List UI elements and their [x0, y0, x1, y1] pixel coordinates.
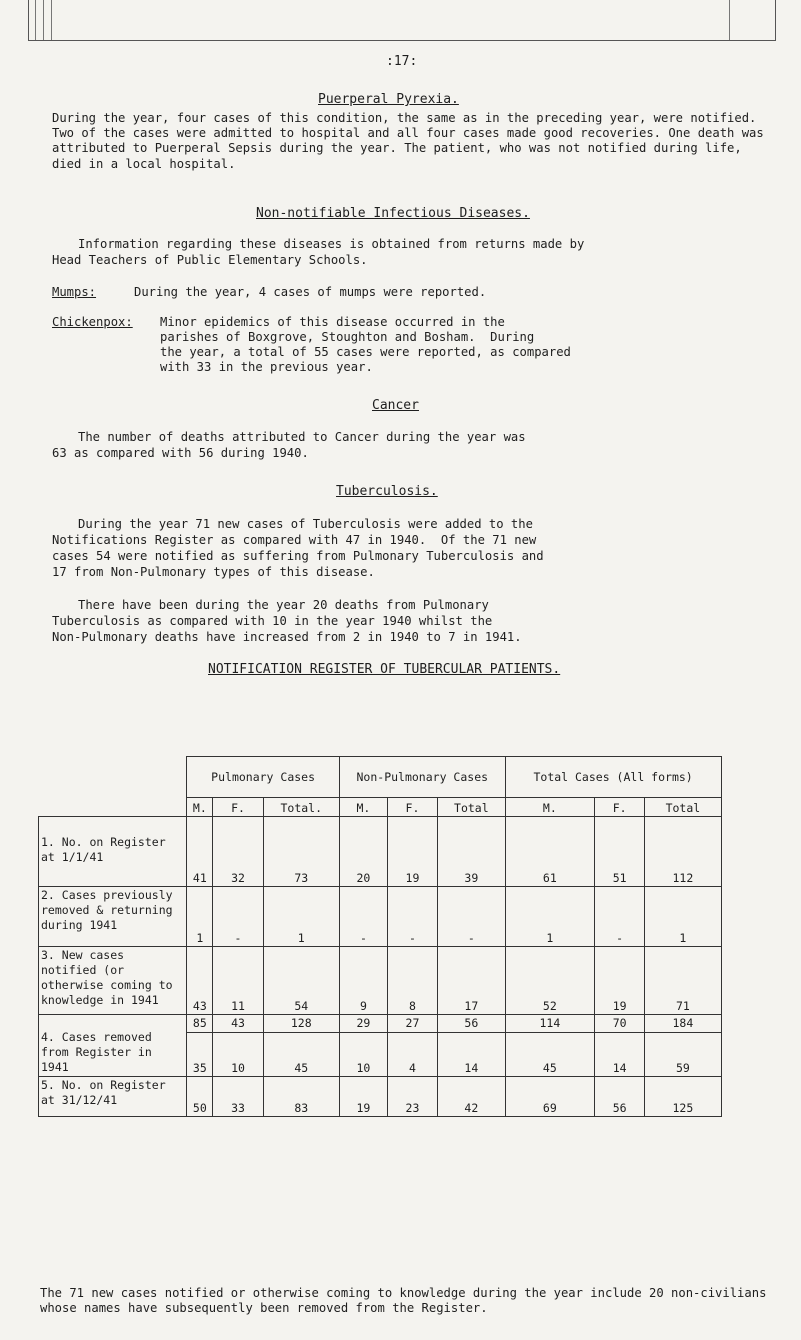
- table-cell: 39: [438, 817, 506, 887]
- chickenpox-line-1: Minor epidemics of this disease occurred in the: [160, 315, 505, 329]
- register-title: NOTIFICATION REGISTER OF TUBERCULAR PATIENTS.: [208, 662, 561, 677]
- group-non-pulmonary: Non-Pulmonary Cases: [339, 757, 505, 798]
- row-label: 1. No. on Register at 1/1/41: [39, 817, 187, 887]
- table-cell: 9: [339, 947, 387, 1015]
- group-total: Total Cases (All forms): [505, 757, 721, 798]
- table-cell: 32: [213, 817, 263, 887]
- table-cell: 23: [387, 1077, 437, 1117]
- row-label: 2. Cases previously removed & returning during 1941: [39, 887, 187, 947]
- col-header: M.: [187, 798, 213, 817]
- table-cell: 42: [438, 1077, 506, 1117]
- table-cell: 1: [263, 887, 339, 947]
- non-notifiable-intro-2: Head Teachers of Public Elementary Schools.: [52, 253, 368, 267]
- table-cell: 125: [645, 1077, 721, 1117]
- table-group-header-row: [39, 757, 757, 798]
- col-header: Total.: [263, 798, 339, 817]
- table-cell: 69: [505, 1077, 594, 1117]
- non-notifiable-heading: Non-notifiable Infectious Diseases.: [256, 206, 530, 221]
- table-cell: 43: [213, 1015, 263, 1033]
- col-header: F.: [213, 798, 263, 817]
- table-cell: 45: [505, 1033, 594, 1077]
- table-cell: -: [213, 887, 263, 947]
- table-row: [39, 947, 757, 1015]
- tuberculosis-heading: Tuberculosis.: [336, 484, 438, 499]
- chickenpox-line-2: parishes of Boxgrove, Stoughton and Bosham. During: [160, 330, 535, 344]
- table-cell: 1: [645, 887, 721, 947]
- table-row: [39, 887, 757, 947]
- mumps-text: During the year, 4 cases of mumps were reported.: [134, 285, 487, 299]
- table-cell: 19: [339, 1077, 387, 1117]
- table-cell: 83: [263, 1077, 339, 1117]
- table-cell: -: [387, 887, 437, 947]
- cancer-line-1: The number of deaths attributed to Cancer during the year was: [78, 430, 526, 444]
- table-cell: 70: [595, 1015, 645, 1033]
- tb-para2-line2: Tuberculosis as compared with 10 in the year 1940 whilst the: [52, 614, 493, 628]
- table-cell: 35: [187, 1033, 213, 1077]
- cancer-line-2: 63 as compared with 56 during 1940.: [52, 446, 309, 460]
- table-row: [39, 1077, 757, 1117]
- cancer-heading: Cancer: [372, 398, 419, 413]
- row-label: 4. Cases removed from Register in 1941: [39, 1015, 187, 1077]
- puerperal-heading: Puerperal Pyrexia.: [318, 92, 459, 107]
- table-cell: 29: [339, 1015, 387, 1033]
- table-cell: 11: [213, 947, 263, 1015]
- chickenpox-line-4: with 33 in the previous year.: [160, 360, 373, 374]
- page-number: :17:: [386, 54, 418, 69]
- table-cell: 45: [263, 1033, 339, 1077]
- table-cell: 10: [213, 1033, 263, 1077]
- table-cell: -: [438, 887, 506, 947]
- table-cell: 50: [187, 1077, 213, 1117]
- table-cell: 184: [645, 1015, 721, 1033]
- table-cell: 27: [387, 1015, 437, 1033]
- table-cell: 71: [645, 947, 721, 1015]
- col-header: Total: [438, 798, 506, 817]
- table-cell: 43: [187, 947, 213, 1015]
- tb-para2-line3: Non-Pulmonary deaths have increased from 2 in 1940 to 7 in 1941.: [52, 630, 522, 644]
- tb-para1-line4: 17 from Non-Pulmonary types of this disease.: [52, 565, 375, 579]
- table-cell: 85: [187, 1015, 213, 1033]
- table-cell: 19: [387, 817, 437, 887]
- col-header: M.: [339, 798, 387, 817]
- tb-para2-line1: There have been during the year 20 deaths from Pulmonary: [78, 598, 489, 612]
- table-cell: 10: [339, 1033, 387, 1077]
- table-cell: 17: [438, 947, 506, 1015]
- table-cell: 33: [213, 1077, 263, 1117]
- table-cell: 51: [595, 817, 645, 887]
- col-header: F.: [387, 798, 437, 817]
- table-cell: 114: [505, 1015, 594, 1033]
- table-cell: 112: [645, 817, 721, 887]
- table-cell: 4: [387, 1033, 437, 1077]
- table-cell: 41: [187, 817, 213, 887]
- table-cell: -: [339, 887, 387, 947]
- group-pulmonary: Pulmonary Cases: [187, 757, 340, 798]
- col-header: F.: [595, 798, 645, 817]
- table-cell: -: [595, 887, 645, 947]
- tb-para1-line3: cases 54 were notified as suffering from Pulmonary Tuberculosis and: [52, 549, 544, 563]
- row-label: 3. New cases notified (or otherwise coming to knowledge in 1941: [39, 947, 187, 1015]
- table-cell: 52: [505, 947, 594, 1015]
- mumps-label: Mumps:: [52, 285, 97, 299]
- table-cell: 56: [438, 1015, 506, 1033]
- table-cell: 73: [263, 817, 339, 887]
- table-cell: 14: [438, 1033, 506, 1077]
- chickenpox-label: Chickenpox:: [52, 315, 133, 329]
- table-cell: 61: [505, 817, 594, 887]
- row-label: 5. No. on Register at 31/12/41: [39, 1077, 187, 1117]
- tuberculosis-register-table: [38, 756, 756, 1117]
- table-cell: 1: [505, 887, 594, 947]
- table-cell: 56: [595, 1077, 645, 1117]
- puerperal-text: During the year, four cases of this condition, the same as in the preceding year, were notified. Two of the cases were admitted to hospital and all four cases made good recoveries. One death was attributed to Puerperal Sepsis during the year. The patient, who was not notified during life, died in a local hospital.: [52, 111, 764, 171]
- table-cell: 20: [339, 817, 387, 887]
- table-cell: 14: [595, 1033, 645, 1077]
- table-row: [39, 817, 757, 887]
- page-header-border: [28, 0, 776, 41]
- col-header: M.: [505, 798, 594, 817]
- chickenpox-line-3: the year, a total of 55 cases were reported, as compared: [160, 345, 571, 359]
- non-notifiable-intro-1: Information regarding these diseases is obtained from returns made by: [78, 237, 585, 251]
- register-footnote: The 71 new cases notified or otherwise coming to knowledge during the year include 20 non-civilians whose names have subsequently been removed from the Register.: [40, 1286, 767, 1315]
- tb-para1-line2: Notifications Register as compared with 47 in 1940. Of the 71 new: [52, 533, 537, 547]
- table-cell: 59: [645, 1033, 721, 1077]
- table-corner-cell: [39, 757, 187, 817]
- table-cell: 8: [387, 947, 437, 1015]
- table-row: [39, 1015, 757, 1033]
- tb-para1-line1: During the year 71 new cases of Tuberculosis were added to the: [78, 517, 533, 531]
- table-margin: [721, 757, 756, 817]
- table-cell: 19: [595, 947, 645, 1015]
- table-cell: 54: [263, 947, 339, 1015]
- table-cell: 128: [263, 1015, 339, 1033]
- col-header: Total: [645, 798, 721, 817]
- table-cell: 1: [187, 887, 213, 947]
